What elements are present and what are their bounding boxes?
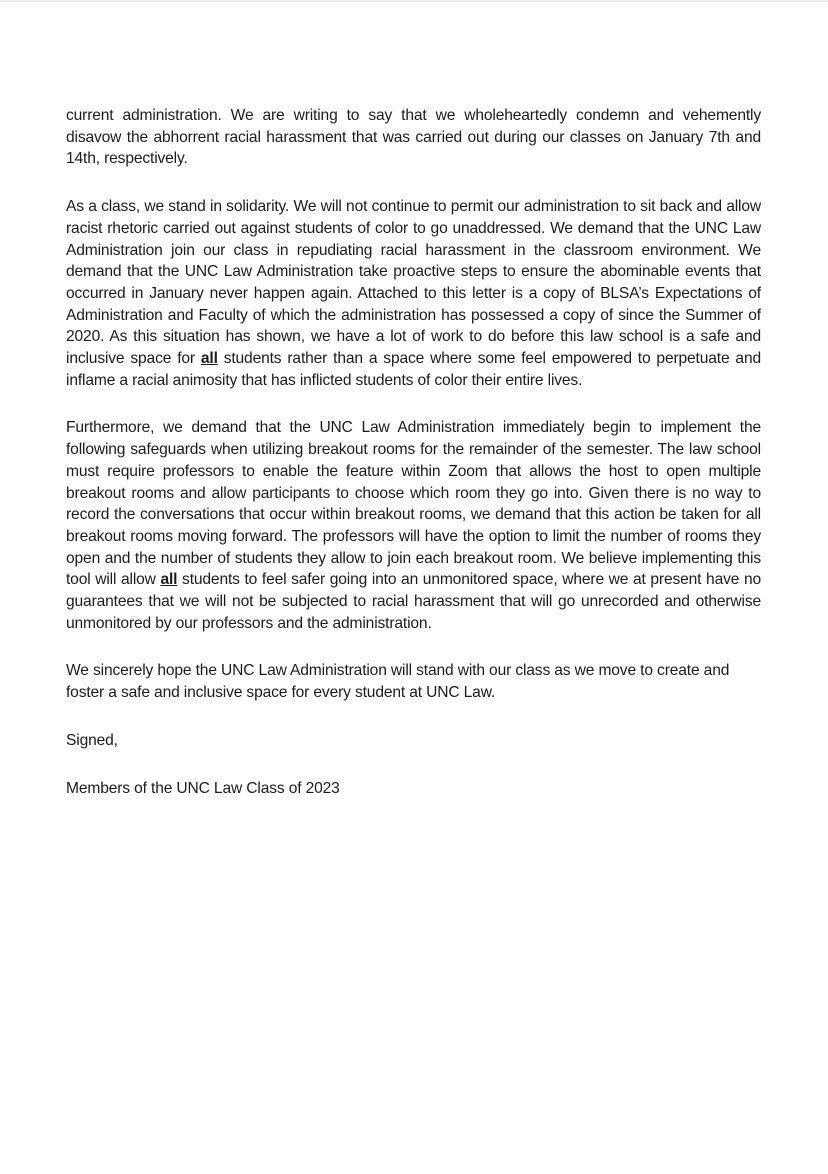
paragraph-solidarity	[66, 196, 761, 391]
paragraph-text: We sincerely hope the UNC Law Administration will stand with our class as we move to create and foster a safe and inclusive space for every student at UNC Law.	[66, 662, 730, 702]
emphasis-all: all	[200, 350, 218, 368]
paragraph-text: students rather than a space where some feel empowered to perpetuate and inflame a racial animosity that has inflicted students of color their entire lives.	[66, 350, 761, 389]
paragraph-text: current administration. We are writing to say that we wholeheartedly condemn and vehemently disavow the abhorrent racial harassment that was carried out during our classes on January 7th and 14th, respectively.	[66, 107, 761, 168]
top-edge-divider	[0, 0, 828, 2]
closing-salutation	[66, 730, 761, 752]
paragraph-closing-hope	[66, 660, 761, 703]
paragraph-text: students to feel safer going into an unmonitored space, where we at present have no guarantees that we will not be subjected to racial harassment that will go unrecorded and otherwise unmonitored by our professors and the administration.	[66, 571, 761, 632]
signature-line	[66, 778, 761, 800]
paragraph-text: Furthermore, we demand that the UNC Law Administration immediately begin to implement the following safeguards when utilizing breakout rooms for the remainder of the semester. The law school must require professors to enable the feature within Zoom that allows the host to open multiple breakout rooms and allow participants to choose which room they go into. Given there is no way to record the conversations that occur within breakout rooms, we demand that this action be taken for all breakout rooms moving forward. The professors will have the option to limit the number of rooms they open and the number of students they allow to join each breakout room. We believe implementing this tool will allow	[66, 419, 761, 589]
paragraph-condemnation	[66, 105, 761, 170]
signature-text: Members of the UNC Law Class of 2023	[66, 779, 340, 797]
letter-body	[66, 105, 761, 825]
closing-text: Signed,	[66, 731, 118, 749]
paragraph-breakout-room-demands	[66, 417, 761, 634]
emphasis-all: all	[160, 571, 178, 589]
paragraph-text: As a class, we stand in solidarity. We will not continue to permit our administration to sit back and allow racist rhetoric carried out against students of color to go unaddressed. We demand that the UNC Law Administration join our class in repudiating racial harassment in the classroom environment. We demand that the UNC Law Administration take proactive steps to ensure the abominable events that occurred in January never happen again. Attached to this letter is a copy of BLSA’s Expectations of Administration and Faculty of which the administration has possessed a copy of since the Summer of 2020. As this situation has shown, we have a lot of work to do before this law school is a safe and inclusive space for	[66, 198, 761, 368]
